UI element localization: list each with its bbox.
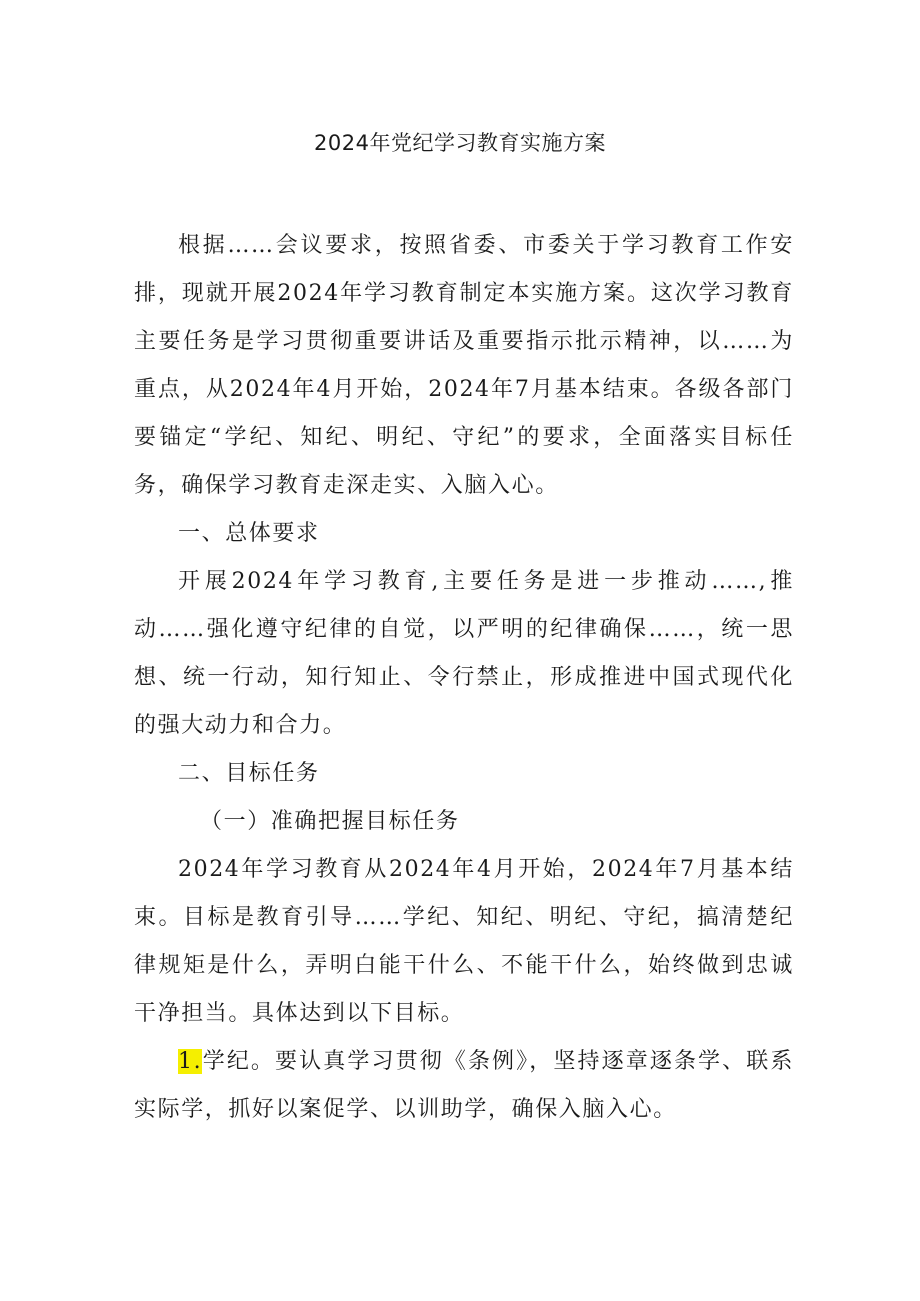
list-item-1 [134, 1038, 794, 1134]
list-item-1-text: 学纪。要认真学习贯彻《条例》，坚持逐章逐条学、联系实际学，抓好以案促学、以训助学，确保入脑入心。 [134, 1049, 794, 1122]
document-title: 2024年党纪学习教育实施方案 [314, 131, 606, 155]
section-heading-general-requirements: 一、总体要求 [178, 521, 320, 546]
highlighted-item-number: 1. [178, 1049, 203, 1074]
general-requirements-paragraph: 开展2024年学习教育,主要任务是进一步推动……,推动……强化遵守纪律的自觉，以严明的纪律确保……，统一思想、统一行动，知行知止、令行禁止，形成推进中国式现代化的强大动力和合力。 [134, 569, 794, 738]
intro-paragraph: 根据……会议要求，按照省委、市委关于学习教育工作安排，现就开展2024年学习教育制定本实施方案。这次学习教育主要任务是学习贯彻重要讲话及重要指示批示精神，以……为重点，从2024年4月开始，2024年7月基本结束。各级各部门要锚定“学纪、知纪、明纪、守纪”的要求，全面落实目标任务，确保学习教育走深走实、入脑入心。 [134, 233, 794, 498]
subsection-heading-grasp-tasks: （一）准确把握目标任务 [200, 809, 460, 834]
section-heading-target-tasks: 二、目标任务 [178, 761, 320, 786]
document-body [134, 222, 794, 1134]
target-tasks-paragraph: 2024年学习教育从2024年4月开始，2024年7月基本结束。目标是教育引导……学纪、知纪、明纪、守纪，搞清楚纪律规矩是什么，弄明白能干什么、不能干什么，始终做到忠诚干净担当。具体达到以下目标。 [134, 857, 794, 1026]
